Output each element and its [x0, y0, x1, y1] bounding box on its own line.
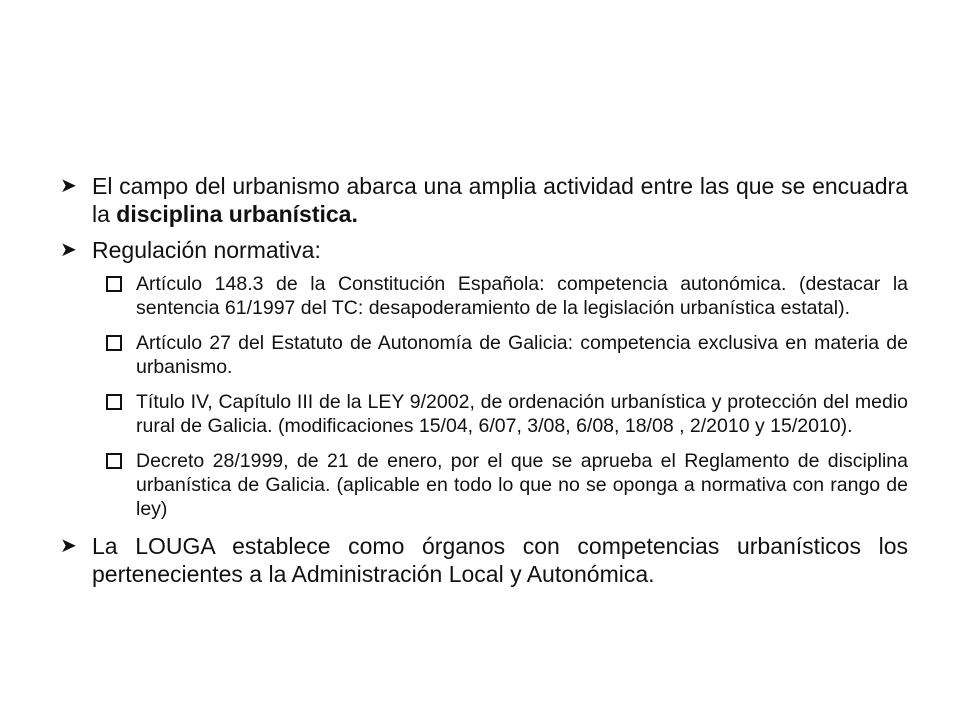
subitem-ley [106, 390, 908, 438]
slide-body [60, 172, 908, 596]
bullet-text: La LOUGA establece como órganos con competencias urbanísticos los pertenecientes a la Administración Local y Autonómica. [92, 533, 908, 587]
square-bullet-icon [106, 335, 122, 351]
bullet-regulacion [60, 236, 908, 264]
subitem-estatuto [106, 331, 908, 379]
bullet-text: El campo del urbanismo abarca una amplia actividad entre las que se encuadra la [92, 173, 908, 227]
subitem-decreto [106, 449, 908, 521]
arrowhead-bullet-icon: ➤ [60, 535, 77, 557]
subitem-constitucion [106, 272, 908, 320]
arrowhead-bullet-icon: ➤ [60, 175, 77, 197]
bullet-louga [60, 532, 908, 588]
square-bullet-icon [106, 394, 122, 410]
subitem-text: Título IV, Capítulo III de la LEY 9/2002, de ordenación urbanística y protección del medio rural de Galicia. (modificaciones 15/04, 6/07, 3/08, 6/08, 18/08 , 2/2010 y 15/2010). [136, 391, 908, 437]
subitem-text: Decreto 28/1999, de 21 de enero, por el que se aprueba el Reglamento de disciplina urbanística de Galicia. (aplicable en todo lo que no se oponga a normativa con rango de ley) [136, 450, 908, 520]
regulacion-sublist [60, 272, 908, 521]
subitem-text: Artículo 27 del Estatuto de Autonomía de Galicia: competencia exclusiva en materia de urbanismo. [136, 332, 908, 378]
arrowhead-bullet-icon: ➤ [60, 239, 77, 261]
bullet-bold-text: disciplina urbanística. [116, 201, 358, 227]
square-bullet-icon [106, 276, 122, 292]
square-bullet-icon [106, 453, 122, 469]
bullet-text: Regulación normativa: [92, 237, 321, 263]
bullet-disciplina [60, 172, 908, 228]
subitem-text: Artículo 148.3 de la Constitución Española: competencia autonómica. (destacar la sentencia 61/1997 del TC: desapoderamiento de la legislación urbanística estatal). [136, 273, 908, 319]
